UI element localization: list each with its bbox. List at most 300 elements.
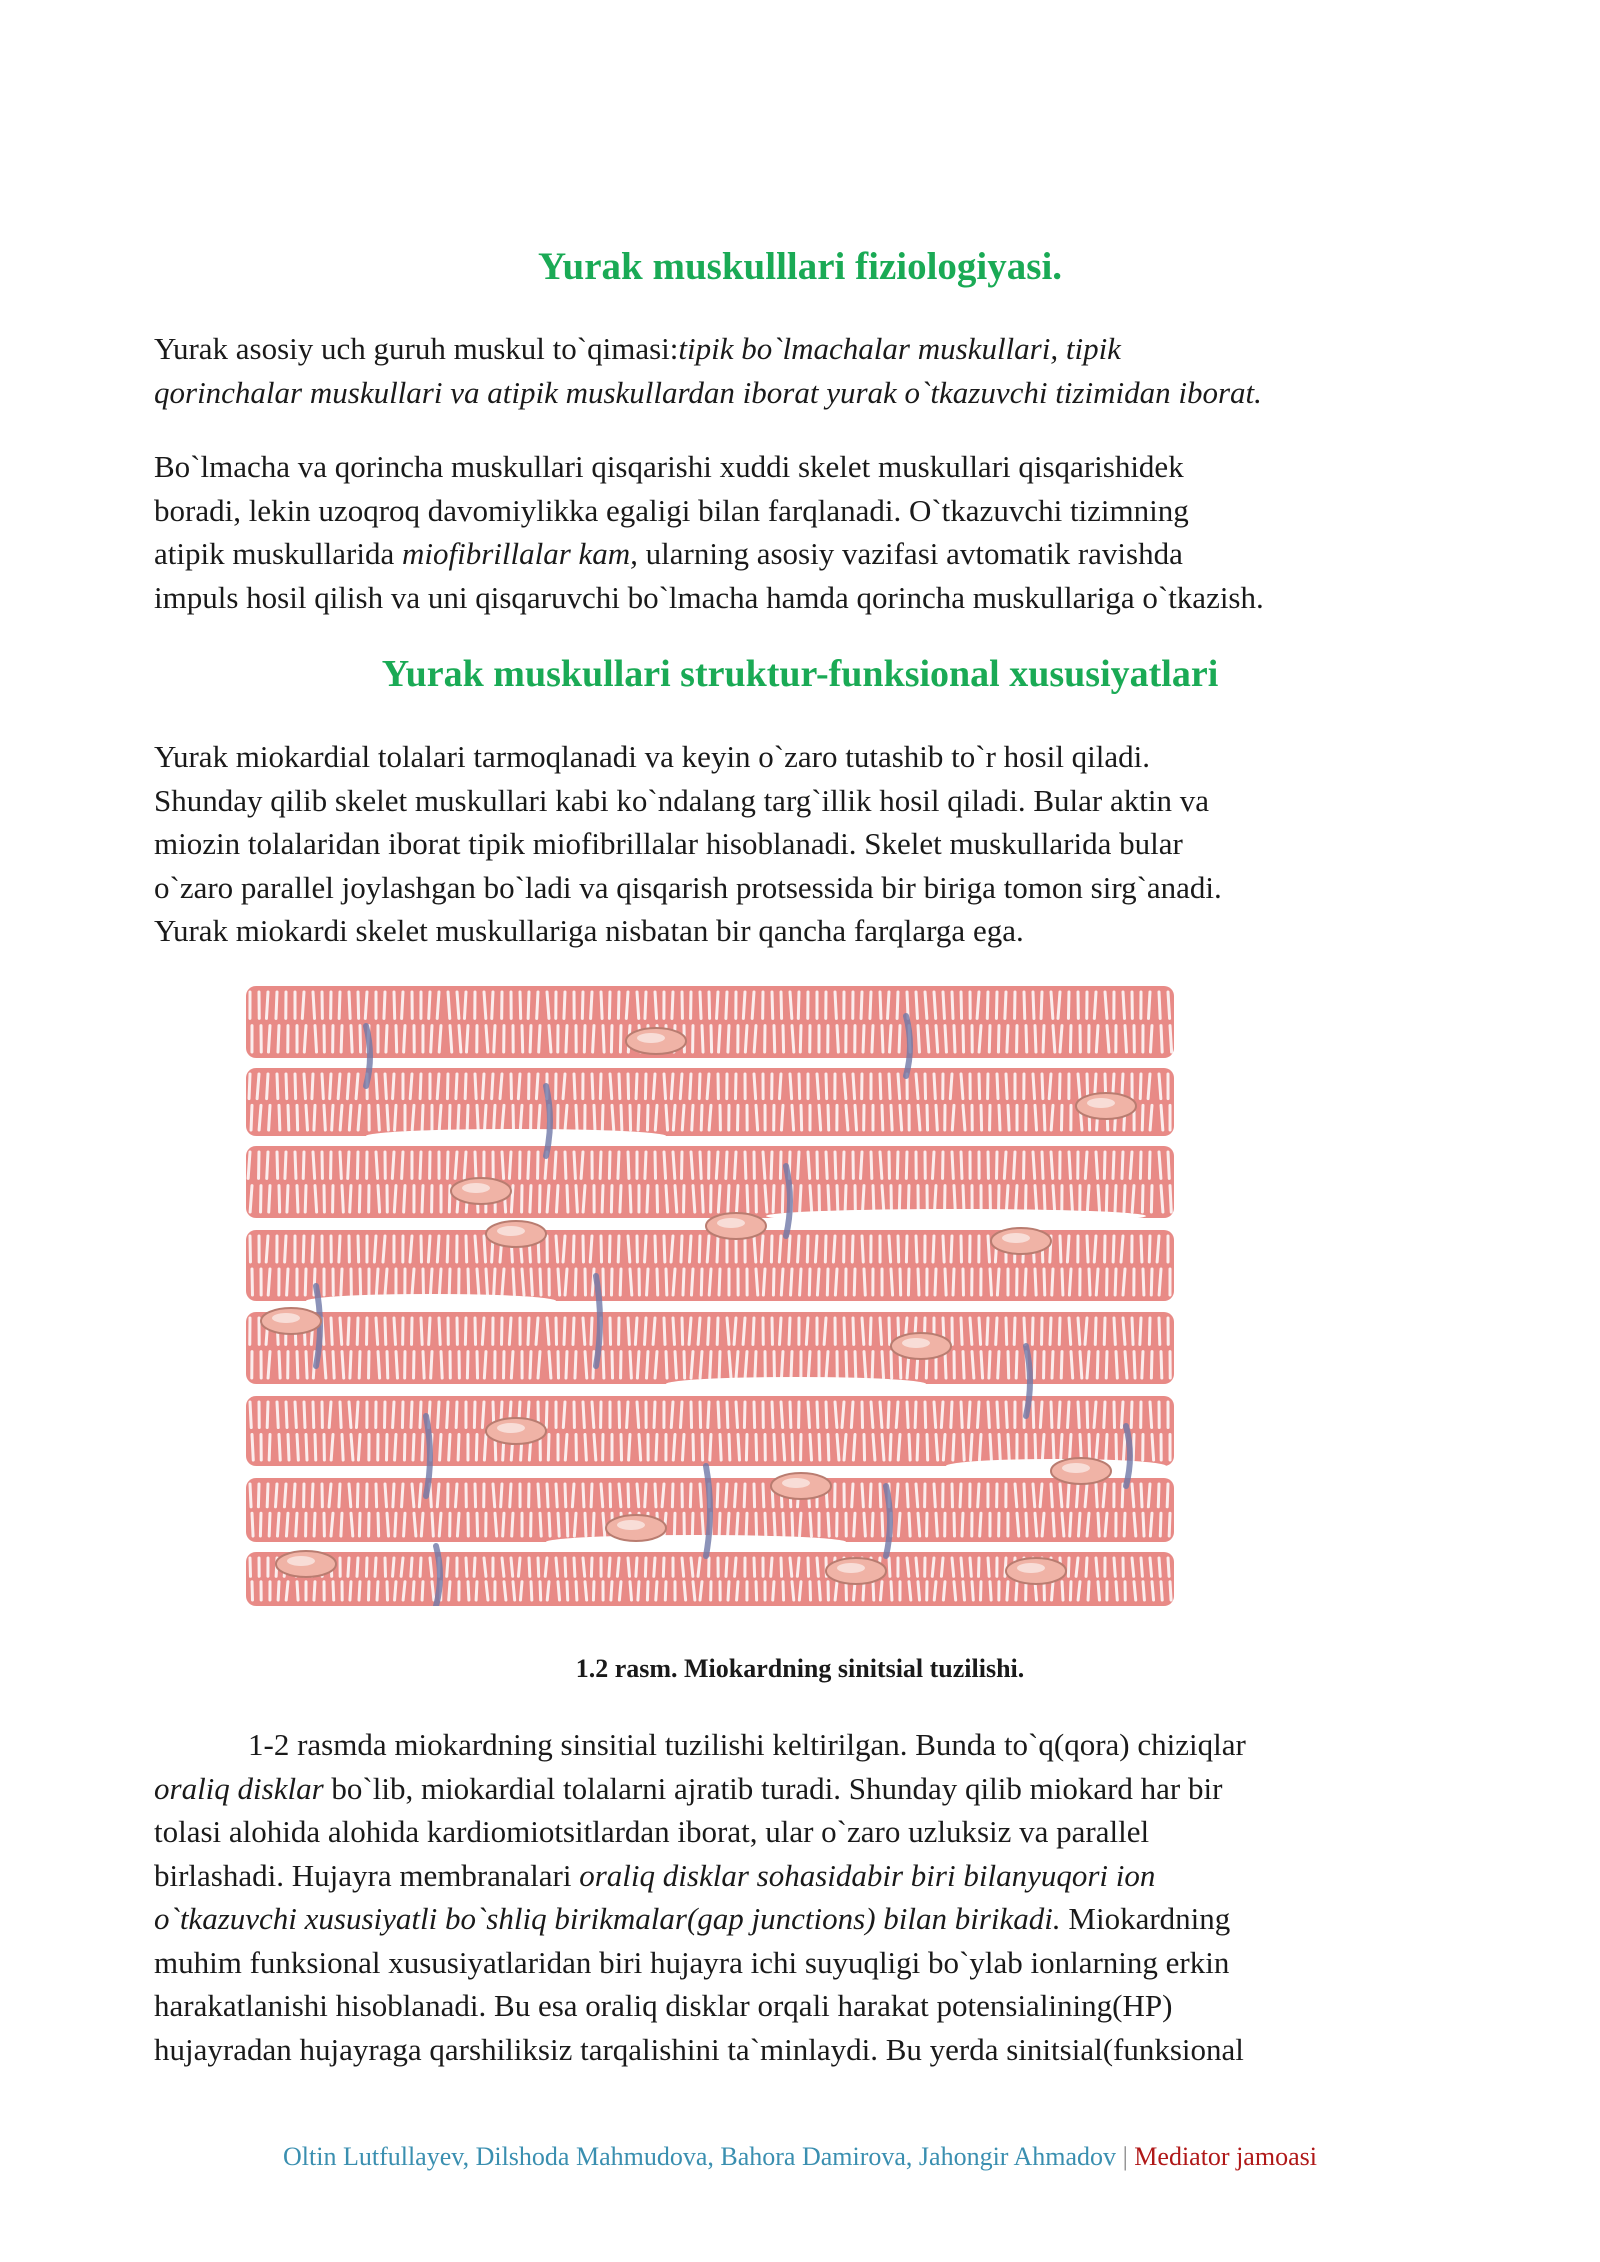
- striation: [657, 1186, 658, 1212]
- striation: [1148, 1484, 1150, 1507]
- striation: [539, 1026, 540, 1052]
- striation: [792, 1105, 794, 1130]
- striation: [861, 1152, 862, 1178]
- striation: [755, 1352, 756, 1378]
- striation: [963, 1582, 964, 1600]
- striation: [486, 1269, 487, 1295]
- striation: [1096, 1484, 1097, 1507]
- striation: [348, 1318, 349, 1344]
- striation: [997, 1269, 999, 1295]
- striation: [565, 1269, 567, 1295]
- striation: [266, 1236, 268, 1262]
- striation: [1122, 1484, 1123, 1507]
- striation: [618, 1236, 619, 1262]
- striation: [394, 1186, 396, 1212]
- striation: [297, 1435, 298, 1461]
- striation: [567, 1513, 568, 1536]
- striation: [1113, 1152, 1114, 1178]
- striation: [575, 1352, 576, 1378]
- striation: [313, 1402, 314, 1428]
- striation: [645, 1152, 646, 1178]
- striation: [1040, 1484, 1042, 1507]
- striation: [339, 1484, 340, 1507]
- striation: [411, 1402, 412, 1428]
- striation: [864, 1435, 865, 1461]
- striation: [891, 1582, 892, 1600]
- striation: [674, 1513, 675, 1536]
- striation: [447, 1074, 448, 1099]
- striation: [1159, 1318, 1160, 1344]
- text-line: tolasi alohida alohida kardiomiotsitlardan iborat, ular o`zaro uzluksiz va parallel: [154, 1814, 1150, 1849]
- striation: [330, 1074, 331, 1099]
- striation: [1053, 1435, 1054, 1461]
- striation: [684, 1352, 685, 1378]
- striation: [509, 1152, 511, 1178]
- striation: [494, 1105, 495, 1130]
- striation: [871, 1402, 873, 1428]
- striation: [925, 1402, 926, 1428]
- striation: [934, 992, 936, 1018]
- striation: [439, 1026, 441, 1052]
- striation: [620, 1026, 621, 1052]
- striation: [880, 1484, 881, 1507]
- striation: [366, 1558, 367, 1576]
- text-line: Yurak miokardial tolalari tarmoqlanadi va keyin o`zaro tutashib to`r hosil qiladi.: [154, 739, 1151, 774]
- striation: [332, 1105, 333, 1130]
- striation: [927, 1435, 928, 1461]
- text-line: Shunday qilib skelet muskullari kabi ko`ndalang targ`illik hosil qiladi. Bular aktin va: [154, 782, 1209, 818]
- striation: [954, 1582, 956, 1600]
- striation: [635, 1318, 637, 1344]
- striation: [963, 1352, 964, 1378]
- striation: [898, 1236, 899, 1262]
- striation: [312, 1074, 313, 1099]
- striation: [1087, 1513, 1089, 1536]
- striation: [1169, 1513, 1170, 1536]
- striation: [1106, 1435, 1107, 1461]
- striation: [567, 1186, 568, 1212]
- striation: [268, 1352, 270, 1378]
- footer-authors: Oltin Lutfullayev, Dilshoda Mahmudova, Bahora Damirova, Jahongir Ahmadov: [283, 2142, 1117, 2171]
- striation: [861, 992, 862, 1018]
- striation: [591, 992, 592, 1018]
- striation: [357, 1318, 358, 1344]
- striation: [1124, 1186, 1125, 1212]
- striation: [888, 1402, 889, 1428]
- striation: [933, 1236, 934, 1262]
- striation: [331, 1318, 332, 1344]
- striation: [368, 1582, 369, 1600]
- striation: [1044, 1269, 1045, 1295]
- striation: [898, 1435, 900, 1461]
- striation: [700, 1152, 701, 1178]
- striation: [393, 1558, 394, 1576]
- striation: [564, 1318, 565, 1344]
- striation: [645, 1236, 646, 1262]
- striation: [1159, 1152, 1161, 1178]
- striation: [1033, 1402, 1034, 1428]
- striation: [351, 1026, 352, 1052]
- striation: [358, 992, 359, 1018]
- striation: [1006, 1186, 1008, 1212]
- striation: [962, 1513, 963, 1536]
- striation: [852, 1236, 853, 1262]
- striation: [429, 1318, 430, 1344]
- striation: [708, 1402, 709, 1428]
- striation: [1132, 1484, 1134, 1507]
- striation: [1062, 1582, 1063, 1600]
- striation: [664, 1236, 665, 1262]
- striation: [628, 1236, 630, 1262]
- striation: [727, 1318, 729, 1344]
- striation: [779, 1318, 781, 1344]
- striation: [1035, 1026, 1036, 1052]
- striation: [653, 1318, 655, 1344]
- striation: [574, 1152, 575, 1178]
- striation: [458, 1435, 459, 1461]
- striation: [385, 1074, 386, 1099]
- striation: [1130, 1152, 1132, 1178]
- striation: [680, 1074, 682, 1099]
- striation: [329, 1484, 331, 1507]
- striation: [853, 1074, 855, 1099]
- striation: [601, 1236, 602, 1262]
- striation: [799, 1074, 800, 1099]
- striation: [934, 1186, 936, 1212]
- striation: [889, 1074, 890, 1099]
- striation: [531, 1269, 532, 1295]
- striation: [1104, 1402, 1105, 1428]
- italic-run: oraliq disklar: [154, 1770, 324, 1806]
- striation: [1094, 992, 1096, 1018]
- striation: [348, 1152, 349, 1178]
- striation: [754, 1402, 755, 1428]
- striation: [314, 1105, 315, 1130]
- striation: [1150, 1513, 1152, 1536]
- striation: [1094, 1402, 1096, 1428]
- striation: [583, 1402, 584, 1428]
- striation: [512, 1513, 513, 1536]
- striation: [864, 1269, 865, 1295]
- striation: [1124, 1513, 1125, 1536]
- striation: [907, 1558, 909, 1576]
- striation: [1123, 1269, 1125, 1295]
- striation: [277, 1402, 278, 1428]
- striation: [475, 1484, 476, 1507]
- striation: [815, 1236, 817, 1262]
- striation: [988, 1402, 989, 1428]
- striation: [998, 1026, 999, 1052]
- striation: [700, 1352, 702, 1378]
- striation: [907, 1484, 908, 1507]
- striation: [896, 1402, 898, 1428]
- striation: [531, 1582, 532, 1600]
- striation: [440, 1435, 441, 1461]
- striation: [746, 1435, 747, 1461]
- striation: [387, 1352, 388, 1378]
- fiber-gap: [766, 1209, 1146, 1223]
- striation: [349, 1402, 351, 1428]
- striation: [672, 992, 673, 1018]
- striation: [1069, 1269, 1071, 1295]
- striation: [645, 992, 646, 1018]
- striation: [420, 1152, 421, 1178]
- striation: [1069, 1318, 1071, 1344]
- striation: [1014, 1152, 1015, 1178]
- striation: [315, 1435, 316, 1461]
- striation: [1008, 1352, 1009, 1378]
- striation: [782, 1186, 783, 1212]
- striation: [908, 1186, 909, 1212]
- striation: [1051, 1484, 1052, 1507]
- striation: [547, 1186, 549, 1212]
- striation: [1170, 1026, 1172, 1052]
- striation: [809, 1269, 810, 1295]
- striation: [1086, 1558, 1087, 1576]
- striation: [915, 1402, 916, 1428]
- striation: [806, 1318, 808, 1344]
- striation: [916, 1558, 918, 1576]
- text-line: Bo`lmacha va qorincha muskullari qisqarishi xuddi skelet muskullari qisqarishidek: [154, 449, 1184, 484]
- striation: [734, 1318, 736, 1344]
- striation: [439, 1105, 441, 1130]
- striation: [951, 1402, 952, 1428]
- striation: [603, 1026, 604, 1052]
- striation: [249, 1074, 250, 1099]
- striation: [412, 1484, 414, 1507]
- striation: [322, 1074, 323, 1099]
- striation: [610, 1318, 611, 1344]
- striation: [761, 1236, 763, 1262]
- striation: [1123, 1435, 1125, 1461]
- striation: [810, 1513, 811, 1536]
- striation: [492, 1074, 493, 1099]
- striation: [1080, 1352, 1082, 1378]
- striation: [602, 1105, 603, 1130]
- striation: [548, 1435, 549, 1461]
- striation: [574, 1558, 575, 1576]
- striation: [492, 992, 493, 1018]
- striation: [1167, 1484, 1168, 1507]
- striation: [376, 1074, 377, 1099]
- text-line: 1-2 rasmda miokardning sinsitial tuzilishi keltirilgan. Bunda to`q(qora) chiziqlar: [248, 1727, 1246, 1762]
- striation: [743, 1318, 745, 1344]
- striation: [1098, 1186, 1100, 1212]
- striation: [662, 1484, 664, 1507]
- text-line: [154, 1854, 1494, 1898]
- striation: [450, 1026, 452, 1052]
- striation: [870, 992, 871, 1018]
- striation: [808, 1352, 810, 1378]
- striation: [945, 1352, 946, 1378]
- striation: [455, 1484, 457, 1507]
- striation: [296, 1513, 297, 1536]
- striation: [1151, 1026, 1152, 1052]
- striation: [603, 1513, 605, 1536]
- striation: [908, 1269, 909, 1295]
- paragraph-syncytium: [154, 1723, 1494, 2071]
- striation: [313, 1152, 315, 1178]
- striation: [898, 1513, 900, 1536]
- striation: [790, 992, 792, 1018]
- striation: [990, 1435, 991, 1461]
- striation: [1114, 1558, 1115, 1576]
- striation: [278, 1582, 279, 1600]
- striation: [943, 1236, 944, 1262]
- striation: [1104, 1152, 1105, 1178]
- striation: [494, 1026, 495, 1052]
- striation: [655, 992, 657, 1018]
- striation: [864, 1352, 866, 1378]
- striation: [621, 1105, 622, 1130]
- striation: [619, 1074, 620, 1099]
- striation: [594, 1435, 596, 1461]
- striation: [792, 1582, 794, 1600]
- striation: [752, 992, 754, 1018]
- striation: [285, 1152, 286, 1178]
- striation: [411, 1558, 412, 1576]
- striation: [350, 1352, 351, 1378]
- striation: [420, 1558, 421, 1576]
- striation: [639, 1435, 641, 1461]
- striation: [981, 1105, 982, 1130]
- striation: [1121, 1236, 1123, 1262]
- striation: [997, 1074, 998, 1099]
- striation: [691, 1352, 693, 1378]
- striation: [358, 1236, 359, 1262]
- striation: [961, 1558, 962, 1576]
- striation: [1134, 1352, 1135, 1378]
- striation: [961, 1074, 963, 1099]
- striation: [708, 1318, 709, 1344]
- striation: [1070, 1026, 1071, 1052]
- striation: [988, 1236, 989, 1262]
- striation: [375, 1558, 376, 1576]
- striation: [360, 1026, 361, 1052]
- striation: [700, 1582, 702, 1600]
- striation: [638, 1105, 639, 1130]
- striation: [1150, 1402, 1152, 1428]
- striation: [889, 1318, 890, 1344]
- striation: [342, 1435, 343, 1461]
- striation: [637, 992, 639, 1018]
- striation: [916, 992, 917, 1018]
- striation: [1078, 1074, 1080, 1099]
- nucleus-highlight: [1062, 1463, 1090, 1473]
- striation: [1076, 1484, 1078, 1507]
- striation: [961, 992, 962, 1018]
- striation: [475, 1318, 476, 1344]
- striation: [873, 1435, 875, 1461]
- striation: [719, 1352, 720, 1378]
- text-line: harakatlanishi hisoblanadi. Bu esa oraliq disklar orqali harakat potensialining(HP): [154, 1988, 1173, 2023]
- striation: [726, 1558, 727, 1576]
- striation: [882, 1105, 883, 1130]
- striation: [936, 1026, 938, 1052]
- striation: [546, 1402, 547, 1428]
- striation: [1068, 1402, 1069, 1428]
- striation: [932, 1558, 934, 1576]
- striation: [1085, 1484, 1087, 1507]
- striation: [756, 1269, 758, 1295]
- striation: [422, 1186, 423, 1212]
- striation: [1033, 992, 1034, 1018]
- nucleus-highlight: [497, 1423, 525, 1433]
- figure-caption: 1.2 rasm. Miokardning sinitsial tuzilishi.: [575, 1654, 1025, 1683]
- striation: [358, 1435, 360, 1461]
- striation: [458, 1105, 459, 1130]
- striation: [1096, 1558, 1097, 1576]
- striation: [601, 1484, 603, 1507]
- striation: [835, 1269, 837, 1295]
- striation: [691, 1558, 693, 1576]
- striation: [474, 1402, 475, 1428]
- striation: [1122, 1152, 1123, 1178]
- striation: [943, 1582, 945, 1600]
- striation: [800, 1269, 801, 1295]
- italic-run: tipik bo`lmachalar muskullari, tipik: [678, 331, 1121, 366]
- striation: [1168, 992, 1170, 1018]
- striation: [837, 1026, 838, 1052]
- striation: [475, 1236, 477, 1262]
- striation: [673, 1105, 675, 1130]
- text-line: miozin tolalaridan iborat tipik miofibrillalar hisoblanadi. Skelet muskullarida bular: [154, 826, 1183, 861]
- striation: [1052, 1352, 1053, 1378]
- striation: [612, 1105, 614, 1130]
- striation: [792, 1513, 793, 1536]
- striation: [412, 1269, 414, 1295]
- striation: [1132, 1558, 1134, 1576]
- striation: [494, 1269, 495, 1295]
- striation: [1014, 1318, 1015, 1344]
- striation: [1076, 1558, 1078, 1576]
- striation: [1007, 1582, 1008, 1600]
- striation: [331, 1435, 333, 1461]
- striation: [707, 1236, 709, 1262]
- striation: [996, 992, 997, 1018]
- striation: [645, 1074, 646, 1099]
- nucleus-highlight: [717, 1218, 745, 1228]
- striation: [277, 1152, 278, 1178]
- striation: [717, 992, 718, 1018]
- striation: [824, 1318, 826, 1344]
- striation: [907, 1402, 908, 1428]
- striation: [990, 1269, 991, 1295]
- striation: [963, 1105, 965, 1130]
- striation: [250, 1186, 252, 1212]
- striation: [536, 1318, 538, 1344]
- text-line: boradi, lekin uzoqroq davomiylikka egaligi bilan farqlanadi. O`tkazuvchi tizimning: [154, 492, 1189, 528]
- striation: [817, 1269, 819, 1295]
- striation: [1149, 992, 1150, 1018]
- striation: [1115, 1269, 1116, 1295]
- striation: [880, 1074, 881, 1099]
- striation: [719, 1513, 720, 1536]
- striation: [773, 1582, 774, 1600]
- striation: [989, 1026, 990, 1052]
- striation: [1059, 1402, 1060, 1428]
- striation: [549, 1352, 551, 1378]
- striation: [726, 1484, 727, 1507]
- striation: [572, 1484, 574, 1507]
- striation: [295, 1152, 296, 1178]
- striation: [422, 1105, 423, 1130]
- striation: [918, 1269, 919, 1295]
- striation: [691, 1269, 693, 1295]
- striation: [1113, 1236, 1114, 1262]
- striation: [393, 1484, 394, 1507]
- striation: [961, 1402, 962, 1428]
